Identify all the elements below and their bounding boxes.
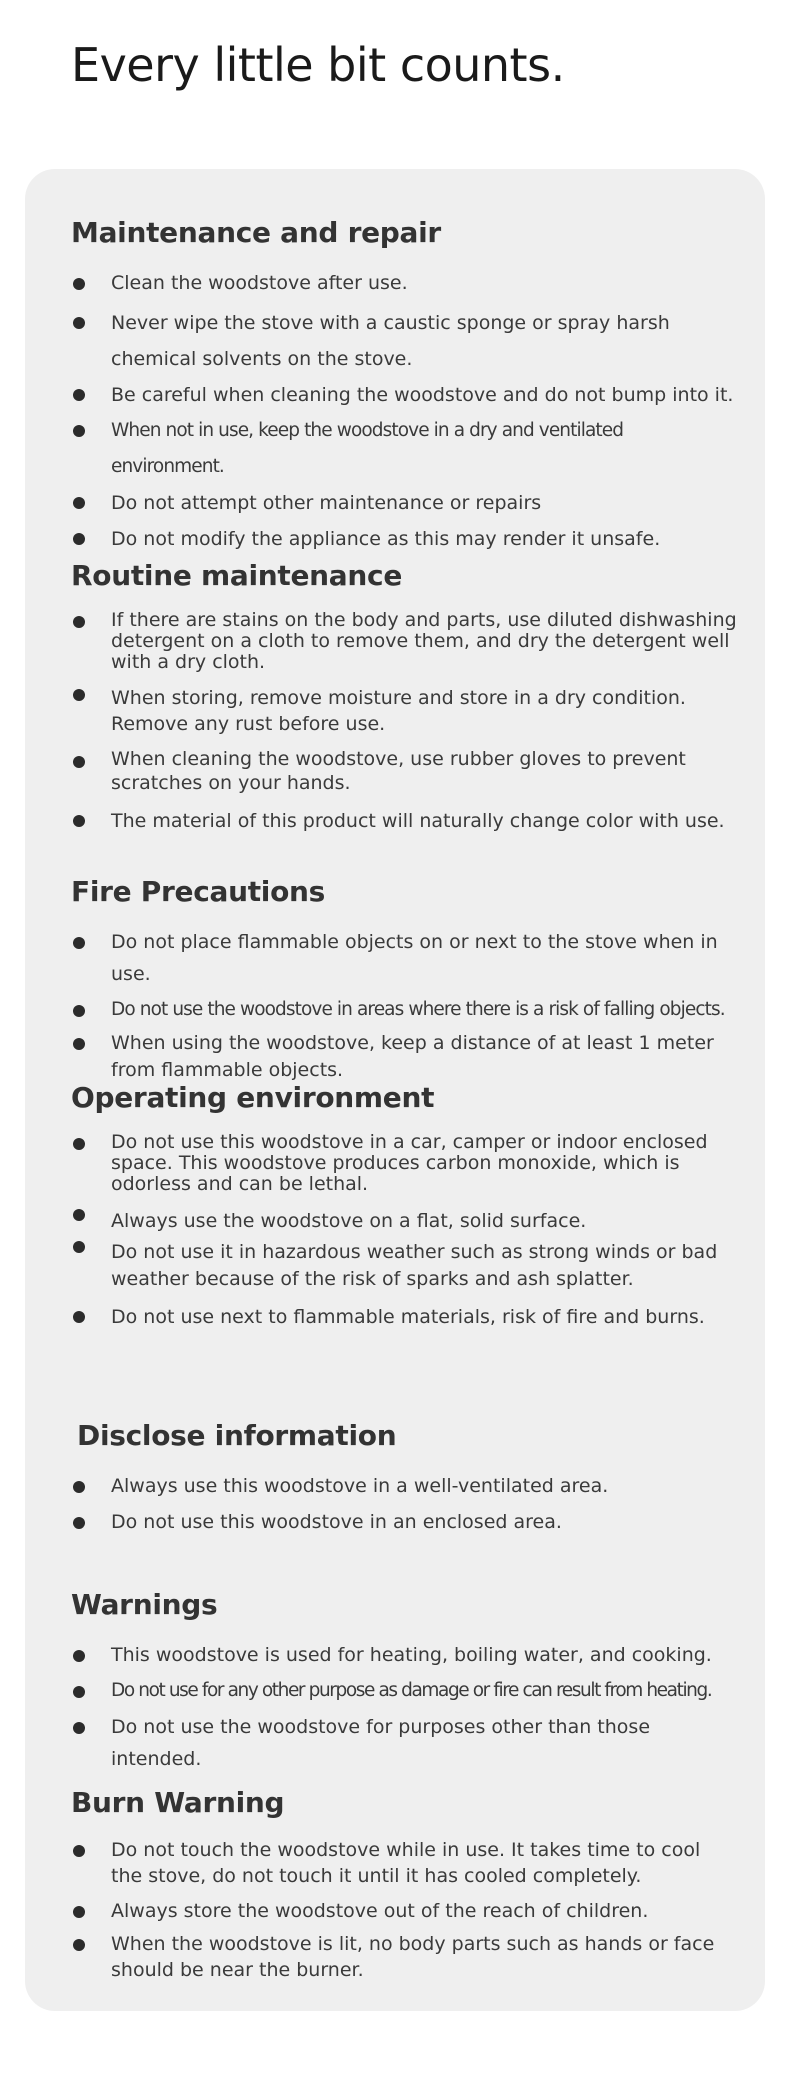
list-item: The material of this product will naturally change color with use. — [25, 805, 765, 837]
bullet-icon — [73, 616, 85, 628]
bullet-icon — [73, 497, 85, 509]
list-item: Do not use for any other purpose as damage or fire can result from heating. — [25, 1675, 765, 1707]
item-list — [25, 1470, 765, 1538]
bullet-icon — [73, 1517, 85, 1529]
section-operating-environment — [25, 1078, 765, 1333]
list-item: Do not use the woodstove in areas where there is a risk of falling objects. — [25, 994, 765, 1026]
section-title: Warnings — [71, 1588, 218, 1621]
list-item: Be careful when cleaning the woodstove and do not bump into it. — [25, 377, 765, 413]
list-item: When using the woodstove, keep a distance of at least 1 meter from flammable objects. — [25, 1030, 765, 1084]
item-list — [25, 1837, 765, 1983]
list-item: Do not touch the woodstove while in use. It takes time to cool the stove, do not touch it until it has cooled completely. — [25, 1837, 765, 1889]
bullet-icon — [73, 1005, 85, 1017]
item-list — [25, 610, 765, 837]
list-item: Do not use the woodstove for purposes other than those intended. — [25, 1711, 765, 1775]
bullet-icon — [73, 1686, 85, 1698]
section-title: Operating environment — [71, 1081, 435, 1114]
section-title: Burn Warning — [71, 1786, 285, 1819]
bullet-icon — [73, 1209, 85, 1221]
section-fire-precautions — [25, 872, 765, 1084]
section-title: Disclose information — [77, 1419, 397, 1452]
list-item: Do not place flammable objects on or next to the stove when in use. — [25, 926, 765, 990]
bullet-icon — [73, 1241, 85, 1253]
bullet-icon — [73, 1311, 85, 1323]
list-item: Do not use next to flammable materials, risk of fire and burns. — [25, 1301, 765, 1333]
bullet-icon — [73, 317, 85, 329]
list-item: Do not use this woodstove in an enclosed area. — [25, 1506, 765, 1538]
bullet-icon — [73, 1138, 85, 1150]
bullet-icon — [73, 815, 85, 827]
section-title: Maintenance and repair — [71, 216, 441, 249]
safety-info-card — [25, 169, 765, 2011]
list-item: Do not use this woodstove in a car, camper or indoor enclosed space. This woodstove produces carbon monoxide, which is odorless and can be lethal. — [25, 1132, 765, 1195]
list-item: This woodstove is used for heating, boiling water, and cooking. — [25, 1639, 765, 1671]
list-item: When the woodstove is lit, no body parts such as hands or face should be near the burner. — [25, 1931, 765, 1983]
bullet-icon — [73, 533, 85, 545]
item-list — [25, 926, 765, 1084]
list-item: Do not modify the appliance as this may render it unsafe. — [25, 521, 765, 557]
list-item: If there are stains on the body and parts, use diluted dishwashing detergent on a cloth to remove them, and dry the detergent well with a dry cloth. — [25, 610, 765, 673]
section-title: Routine maintenance — [71, 559, 403, 592]
bullet-icon — [73, 1038, 85, 1050]
bullet-icon — [73, 689, 85, 701]
item-list — [25, 267, 765, 557]
list-item: Do not use it in hazardous weather such as strong winds or bad weather because of the risk of sparks and ash splatter. — [25, 1239, 765, 1293]
bullet-icon — [73, 1939, 85, 1951]
list-item: Never wipe the stove with a caustic sponge or spray harsh chemical solvents on the stove. — [25, 305, 765, 377]
bullet-icon — [73, 389, 85, 401]
bullet-icon — [73, 1722, 85, 1734]
section-title: Fire Precautions — [71, 875, 326, 908]
section-maintenance-and-repair — [25, 213, 765, 557]
bullet-icon — [73, 756, 85, 768]
item-list — [25, 1639, 765, 1775]
list-item: Clean the woodstove after use. — [25, 267, 765, 299]
list-item: Always store the woodstove out of the reach of children. — [25, 1895, 765, 1927]
bullet-icon — [73, 1481, 85, 1493]
bullet-icon — [73, 937, 85, 949]
item-list — [25, 1132, 765, 1333]
list-item: Always use this woodstove in a well-ventilated area. — [25, 1470, 765, 1502]
section-routine-maintenance — [25, 556, 765, 837]
page-title: Every little bit counts. — [71, 38, 565, 92]
section-warnings — [25, 1585, 765, 1775]
bullet-icon — [73, 1906, 85, 1918]
bullet-icon — [73, 1845, 85, 1857]
section-burn-warning — [25, 1783, 765, 1983]
bullet-icon — [73, 425, 85, 437]
list-item: Do not attempt other maintenance or repairs — [25, 485, 765, 521]
list-item: Always use the woodstove on a flat, solid surface. — [25, 1205, 765, 1237]
list-item: When storing, remove moisture and store in a dry condition. Remove any rust before use. — [25, 685, 765, 737]
list-item: When not in use, keep the woodstove in a dry and ventilated environment. — [25, 413, 765, 485]
section-disclose-information — [25, 1416, 765, 1538]
list-item: When cleaning the woodstove, use rubber gloves to prevent scratches on your hands. — [25, 747, 765, 795]
bullet-icon — [73, 1650, 85, 1662]
bullet-icon — [73, 278, 85, 290]
